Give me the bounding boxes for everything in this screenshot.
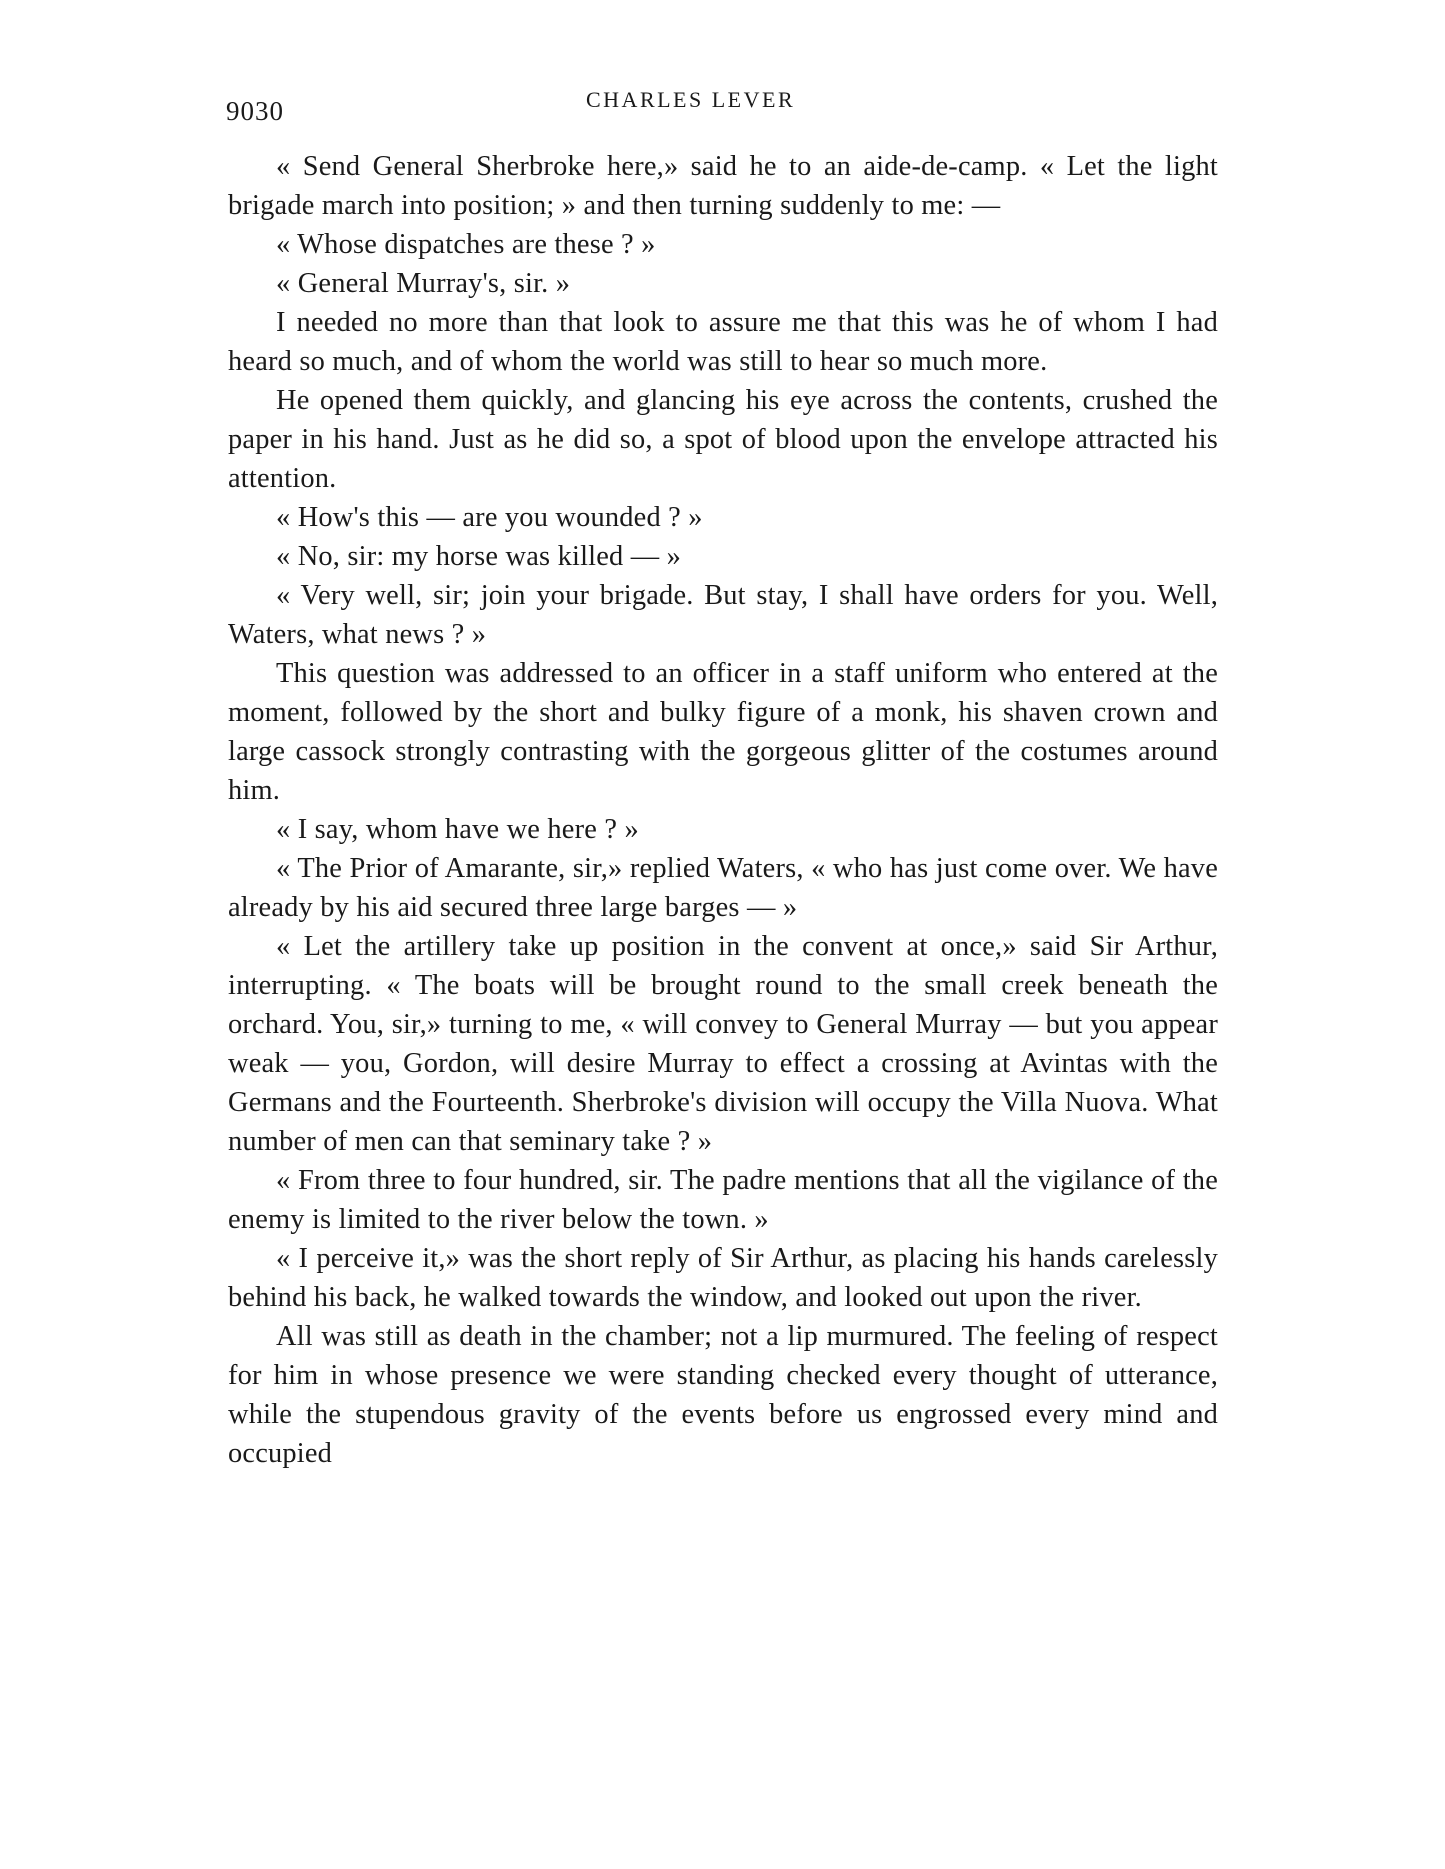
paragraph: All was still as death in the chamber; not a lip murmured. The feeling of respect for him in whose presence we were standing checked every thought of utterance, while the stupendous gravity of the events before us engrossed every mind and occupied	[228, 1321, 1218, 1469]
paragraph: « Send General Sherbroke here,» said he to an aide-de-camp. « Let the light brigade march into position; » and then turning suddenly to me: —	[228, 151, 1218, 221]
body-text	[228, 147, 1218, 1473]
running-head: CHARLES LEVER	[586, 87, 796, 112]
paragraph: He opened them quickly, and glancing his eye across the contents, crushed the paper in his hand. Just as he did so, a spot of blood upon the envelope attracted his attention.	[228, 385, 1218, 494]
paragraph: « No, sir: my horse was killed — »	[276, 541, 682, 572]
paragraph: « How's this — are you wounded ? »	[276, 502, 703, 533]
paragraph: « I say, whom have we here ? »	[276, 814, 639, 845]
page-number: 9030	[226, 96, 284, 126]
paragraph: « Whose dispatches are these ? »	[276, 229, 656, 260]
paragraph: I needed no more than that look to assure me that this was he of whom I had heard so much, and of whom the world was still to hear so much more.	[228, 307, 1218, 377]
paragraph: « The Prior of Amarante, sir,» replied Waters, « who has just come over. We have already by his aid secured three large barges — »	[228, 853, 1218, 923]
paragraph: « Very well, sir; join your brigade. But stay, I shall have orders for you. Well, Waters, what news ? »	[228, 580, 1218, 650]
paragraph: « Let the artillery take up position in the convent at once,» said Sir Arthur, interrupting. « The boats will be brought round to the small creek beneath the orchard. You, sir,» turning to me, « will convey to General Murray — but you appear weak — you, Gordon, will desire Murray to effect a crossing at Avintas with the Germans and the Fourteenth. Sherbroke's division will occupy the Villa Nuova. What number of men can that seminary take ? »	[228, 931, 1218, 1157]
paragraph: « General Murray's, sir. »	[276, 268, 571, 299]
paragraph: This question was addressed to an officer in a staff uniform who entered at the moment, followed by the short and bulky figure of a monk, his shaven crown and large cassock strongly contrasting with the gorgeous glitter of the costumes around him.	[228, 658, 1218, 806]
paragraph: « I perceive it,» was the short reply of Sir Arthur, as placing his hands carelessly behind his back, he walked towards the window, and looked out upon the river.	[228, 1243, 1218, 1313]
paragraph: « From three to four hundred, sir. The padre mentions that all the vigilance of the enemy is limited to the river below the town. »	[228, 1165, 1218, 1235]
